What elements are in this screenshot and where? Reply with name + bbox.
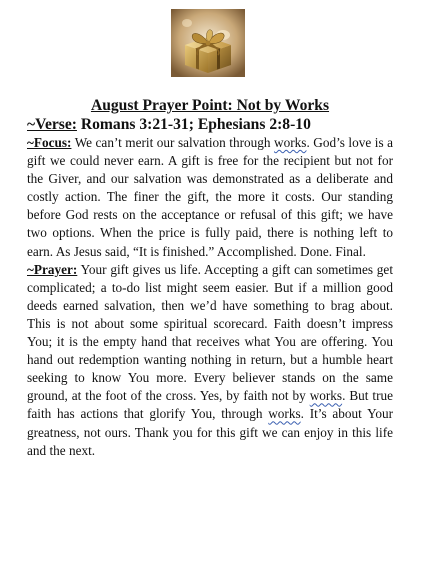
prayer-document	[27, 96, 393, 460]
prayer-text-3: . It’s about Your greatness, not ours. Thank you for this gift we can enjoy in this life and the next.	[27, 406, 393, 458]
prayer-text-1: Your gift gives us life. Accepting a gift can sometimes get complicated; a to-do list might seem easier. But if a million good deeds earned salvation, then we’d have something to brag about. This is not about some spiritual scorecard. Faith doesn’t impress You; it is the empty hand that receives what You are offering. You hand out redemption wanting nothing in return, but a humble heart seeking to know You more. Every believer stands on the same ground, at the foot of the cross. Yes, by faith not by	[27, 261, 393, 404]
prayer-paragraph	[27, 261, 393, 460]
verse-label: ~Verse:	[27, 116, 77, 133]
page-title: August Prayer Point: Not by Works	[90, 97, 330, 114]
focus-label: ~Focus:	[27, 135, 72, 150]
verse-line	[27, 115, 393, 134]
focus-word-works: works	[274, 135, 307, 150]
focus-text-1: We can’t merit our salvation through	[71, 135, 275, 150]
prayer-label: ~Prayer:	[27, 261, 78, 277]
prayer-word-works-2: works	[268, 406, 301, 422]
verse-reference: Romans 3:21-31; Ephesians 2:8-10	[76, 116, 311, 133]
prayer-text-2: . But true faith has actions that glorify You, through	[27, 388, 393, 422]
focus-text-2: . God’s love is a gift we could never earn. A gift is free for the recipient but not for the Giver, and our salvation was demonstrated as a deliberate and costly action. The finer the gift, the more it costs. Our standing before God rests on the acceptance or refusal of this gift; we have two options. When the price is fully paid, there is nothing left to earn. As Jesus said, “It is finished.” Accomplished. Done. Final.	[27, 135, 393, 259]
focus-paragraph	[27, 134, 393, 261]
gift-box-icon	[171, 9, 245, 77]
prayer-word-works-1: works	[309, 388, 343, 404]
